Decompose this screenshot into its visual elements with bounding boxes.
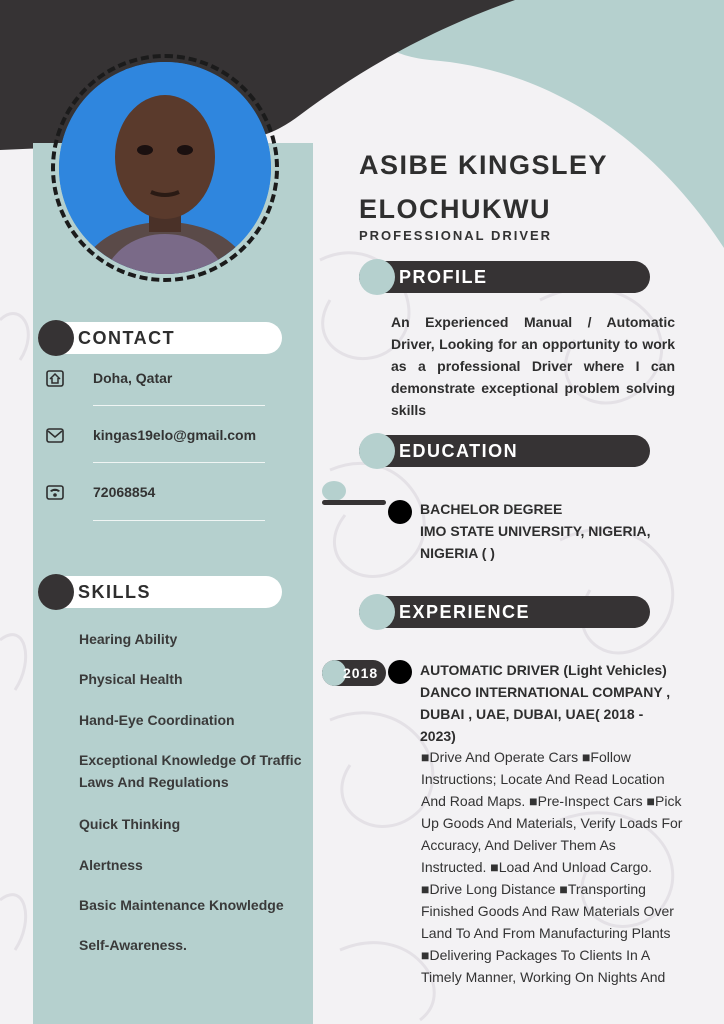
contact-heading-pill [38, 322, 282, 354]
job-title: PROFESSIONAL DRIVER [359, 228, 553, 243]
contact-divider [93, 405, 265, 406]
skill-item: Quick Thinking [79, 816, 181, 832]
experience-year-pill [322, 660, 386, 686]
school: IMO STATE UNIVERSITY, NIGERIA, NIGERIA ( ) [420, 523, 651, 561]
contact-heading: CONTACT [78, 327, 176, 348]
skill-item: Hearing Ability [79, 631, 178, 647]
experience-heading: EXPERIENCE [399, 601, 531, 622]
experience-description: ■Drive And Operate Cars ■Follow Instructions; Locate And Read Location And Road Maps. ■Pre-Inspect Cars ■Pick Up Goods And Materials, Verify Loads For Accuracy, And Deliver Them As Instructed. ■Load And Unload Cargo. ■Drive Long Distance ■Transporting Finished Goods And Raw Materials Over Land To And From Manufacturing Plants ■Delivering Packages To Clients In A Timely Manner, Working On Nights And [421, 749, 683, 985]
home-icon [46, 370, 64, 386]
education-timeline-dot [388, 500, 412, 524]
education-year-bar [322, 500, 386, 505]
skill-item: Self-Awareness. [79, 937, 187, 953]
profile-photo-frame [51, 54, 279, 282]
skill-item: Alertness [79, 857, 143, 873]
skills-heading-pill [38, 576, 282, 608]
skill-item: Hand-Eye Coordination [79, 712, 235, 728]
heading-dot [38, 574, 74, 610]
portrait-illustration [59, 62, 271, 274]
envelope-icon [46, 427, 64, 443]
name-line-1: ASIBE KINGSLEY [359, 150, 609, 180]
location-text: Doha, Qatar [93, 370, 173, 386]
education-heading-pill [359, 435, 650, 467]
contact-divider [93, 520, 265, 521]
education-entry [420, 498, 680, 564]
education-heading: EDUCATION [399, 440, 519, 461]
name-line-2: ELOCHUKWU [359, 194, 551, 224]
email-text[interactable]: kingas19elo@gmail.com [93, 427, 257, 443]
heading-dot [38, 320, 74, 356]
full-name [359, 143, 608, 231]
skill-item: Exceptional Knowledge Of Traffic Laws And Regulations [79, 752, 302, 790]
experience-title: AUTOMATIC DRIVER (Light Vehicles) DANCO INTERNATIONAL COMPANY , DUBAI , UAE, DUBAI, UAE( 2018 - 2023) [420, 662, 671, 744]
heading-dot [359, 594, 395, 630]
profile-heading-pill [359, 261, 650, 293]
profile-summary: An Experienced Manual / Automatic Driver, Looking for an opportunity to work as a professional Driver where I can demonstrate exceptional problem solving skills [391, 314, 675, 418]
skills-heading: SKILLS [78, 581, 152, 602]
skill-item: Physical Health [79, 671, 183, 687]
experience-timeline-dot [388, 660, 412, 684]
telephone-icon [46, 484, 64, 500]
experience-heading-pill [359, 596, 650, 628]
heading-dot [359, 433, 395, 469]
degree: BACHELOR DEGREE [420, 501, 563, 517]
phone-text[interactable]: 72068854 [93, 484, 156, 500]
contact-location [46, 370, 172, 386]
contact-phone [46, 484, 155, 500]
profile-photo [59, 62, 271, 274]
contact-email [46, 427, 256, 443]
heading-dot [359, 259, 395, 295]
skill-item: Basic Maintenance Knowledge [79, 897, 284, 913]
contact-divider [93, 462, 265, 463]
education-year-marker [322, 481, 346, 501]
profile-heading: PROFILE [399, 266, 488, 287]
experience-year: 2018 [343, 665, 379, 681]
